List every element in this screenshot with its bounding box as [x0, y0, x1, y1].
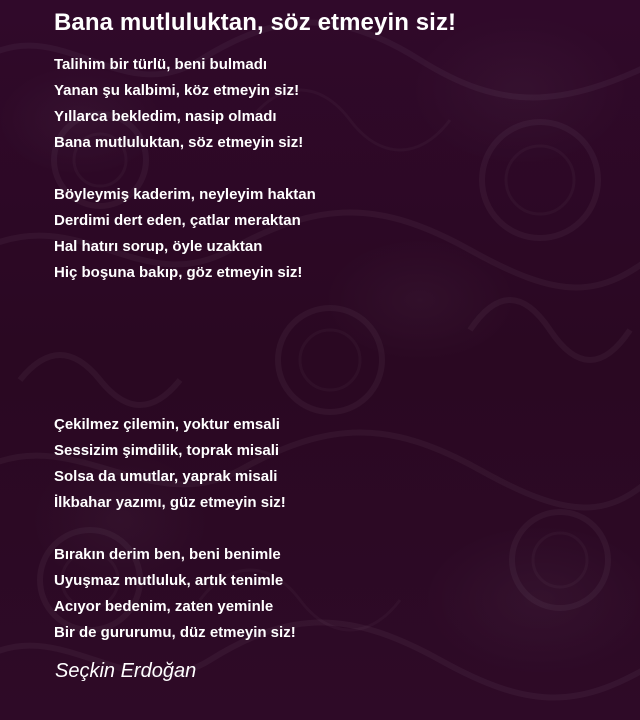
poem-line: Solsa da umutlar, yaprak misali	[54, 468, 278, 485]
poem-line: İlkbahar yazımı, güz etmeyin siz!	[54, 494, 286, 511]
poem-line: Bir de gururumu, düz etmeyin siz!	[54, 624, 296, 641]
poem-line: Yanan şu kalbimi, köz etmeyin siz!	[54, 82, 300, 99]
poem-line: Uyuşmaz mutluluk, artık tenimle	[54, 572, 284, 589]
stanza-1	[54, 52, 303, 156]
poem-line: Derdimi dert eden, çatlar meraktan	[54, 212, 301, 229]
poem-line: Böyleymiş kaderim, neyleyim haktan	[54, 186, 316, 203]
poem-line: Yıllarca bekledim, nasip olmadı	[54, 108, 277, 125]
poem-line: Bana mutluluktan, söz etmeyin siz!	[54, 134, 304, 151]
poem-line: Hiç boşuna bakıp, göz etmeyin siz!	[54, 264, 303, 281]
poem-line: Sessizim şimdilik, toprak misali	[54, 442, 280, 459]
stanza-4	[54, 542, 296, 646]
stanza-3	[54, 412, 286, 516]
stanza-2	[54, 182, 316, 286]
poem-line: Çekilmez çilemin, yoktur emsali	[54, 416, 280, 433]
poem-line: Hal hatırı sorup, öyle uzaktan	[54, 238, 263, 255]
poem-line: Talihim bir türlü, beni bulmadı	[54, 56, 268, 73]
poem-author: Seçkin Erdoğan	[55, 660, 197, 682]
poem-line: Bırakın derim ben, beni benimle	[54, 546, 281, 563]
poem-title: Bana mutluluktan, söz etmeyin siz!	[54, 9, 457, 36]
poem-line: Acıyor bedenim, zaten yeminle	[54, 598, 274, 615]
